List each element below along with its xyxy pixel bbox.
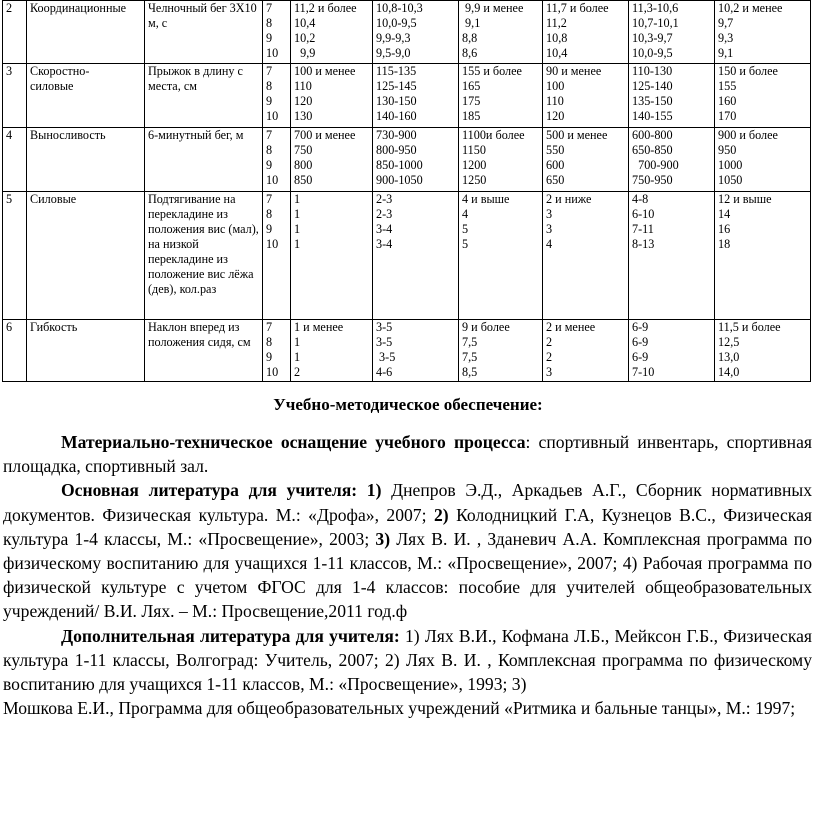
boys-low-cell: 700 и менее 750 800 850 [291,128,373,192]
age-cell: 7 8 9 10 [263,320,291,382]
row-number: 4 [3,128,27,192]
boys-high-cell: 4 и выше 4 5 5 [459,192,543,320]
table-row [3,192,811,320]
row-number: 2 [3,1,27,64]
quality-cell: Гибкость [27,320,145,382]
boys-mid-cell: 730-900 800-950 850-1000 900-1050 [373,128,459,192]
equipment-label: Материально-техническое оснащение учебного процесса [61,432,526,452]
exercise-cell: Прыжок в длину с места, см [145,64,263,128]
boys-low-cell: 1 1 1 1 [291,192,373,320]
boys-mid-cell: 115-135 125-145 130-150 140-160 [373,64,459,128]
girls-mid-cell: 600-800 650-850 700-900 750-950 [629,128,715,192]
exercise-cell: 6-минутный бег, м [145,128,263,192]
main-literature-item-1: Днепров Э.Д., Аркадьев А.Г., Сборник нормативных документов. Физическая культура. М.: «Дрофа», 2007; [3,480,812,525]
extra-literature-label: Дополнительная литература для учителя: [61,625,400,646]
girls-mid-cell: 6-9 6-9 6-9 7-10 [629,320,715,382]
girls-mid-cell: 4-8 6-10 7-11 8-13 [629,192,715,320]
table-row [3,128,811,192]
boys-low-cell: 1 и менее 1 1 2 [291,320,373,382]
paragraph-equipment [3,430,812,478]
girls-high-cell: 900 и более 950 1000 1050 [715,128,811,192]
paragraph-main-literature [3,478,812,623]
girls-low-cell: 2 и ниже 3 3 4 [543,192,629,320]
table-row [3,64,811,128]
table-row [3,320,811,382]
boys-high-cell: 9,9 и менее 9,1 8,8 8,6 [459,1,543,64]
age-cell: 7 8 9 10 [263,1,291,64]
boys-low-cell: 100 и менее 110 120 130 [291,64,373,128]
main-literature-label: Основная литература для учителя: 1) [61,480,382,501]
main-literature-item-3: Лях В. И. , Зданевич А.А. Комплексная программа по физическому воспитанию для учащихся 1-11 классов, М.: «Просвещение», 2007; 4) Рабочая программа по физической культуре с учетом ФГОС для 1-4 классов: пособие для учителей общеобразовательных учреждений/ В.И. Лях. – М.: Просвещение,2011 год.ф [3,528,812,622]
norms-table [2,0,811,382]
paragraph-extra-literature [3,624,812,697]
boys-low-cell: 11,2 и более 10,4 10,2 9,9 [291,1,373,64]
girls-high-cell: 150 и более 155 160 170 [715,64,811,128]
row-number: 3 [3,64,27,128]
body-text [3,430,812,720]
main-literature-item-2: Колодницкий Г.А, Кузнецов В.С., Физическая культура 1-4 классы, М.: «Просвещение», 2003; [3,504,812,549]
exercise-cell: Наклон вперед из положения сидя, см [145,320,263,382]
quality-cell: Силовые [27,192,145,320]
exercise-cell: Челночный бег 3Х10 м, с [145,1,263,64]
boys-mid-cell: 3-5 3-5 3-5 4-6 [373,320,459,382]
age-cell: 7 8 9 10 [263,128,291,192]
girls-low-cell: 90 и менее 100 110 120 [543,64,629,128]
age-cell: 7 8 9 10 [263,64,291,128]
section-heading: Учебно-методическое обеспечение: [273,395,543,414]
boys-high-cell: 9 и более 7,5 7,5 8,5 [459,320,543,382]
row-number: 6 [3,320,27,382]
girls-mid-cell: 11,3-10,6 10,7-10,1 10,3-9,7 10,0-9,5 [629,1,715,64]
table-row [3,1,811,64]
girls-low-cell: 500 и менее 550 600 650 [543,128,629,192]
girls-low-cell: 11,7 и более 11,2 10,8 10,4 [543,1,629,64]
girls-mid-cell: 110-130 125-140 135-150 140-155 [629,64,715,128]
quality-cell: Скоростно- силовые [27,64,145,128]
boys-mid-cell: 10,8-10,3 10,0-9,5 9,9-9,3 9,5-9,0 [373,1,459,64]
item-3-number: 3) [375,528,391,549]
age-cell: 7 8 9 10 [263,192,291,320]
boys-mid-cell: 2-3 2-3 3-4 3-4 [373,192,459,320]
boys-high-cell: 155 и более 165 175 185 [459,64,543,128]
girls-high-cell: 12 и выше 14 16 18 [715,192,811,320]
extra-literature-text: 1) Лях В.И., Кофмана Л.Б., Мейксон Г.Б., Физическая культура 1-11 классы, Волгоград: Учитель, 2007; 2) Лях В. И. , Комплексная программа по физическому воспитанию для учащихся 1-11 классов, М.: «Просвещение», 1993; 3) [3,625,812,695]
boys-high-cell: 1100и более 1150 1200 1250 [459,128,543,192]
quality-cell: Выносливость [27,128,145,192]
quality-cell: Координационные [27,1,145,64]
paragraph-extra-literature-3: Мошкова Е.И., Программа для общеобразовательных учреждений «Ритмика и бальные танцы», М.: 1997; [3,698,796,719]
girls-low-cell: 2 и менее 2 2 3 [543,320,629,382]
equipment-text: : спортивный инвентарь, спортивная площадка, спортивный зал. [3,432,812,477]
girls-high-cell: 11,5 и более 12,5 13,0 14,0 [715,320,811,382]
exercise-cell: Подтягивание на перекладине из положения вис (мал), на низкой перекладине из положение вис лёжа (дев), кол.раз [145,192,263,320]
item-2-number: 2) [433,504,449,525]
girls-high-cell: 10,2 и менее 9,7 9,3 9,1 [715,1,811,64]
row-number: 5 [3,192,27,320]
